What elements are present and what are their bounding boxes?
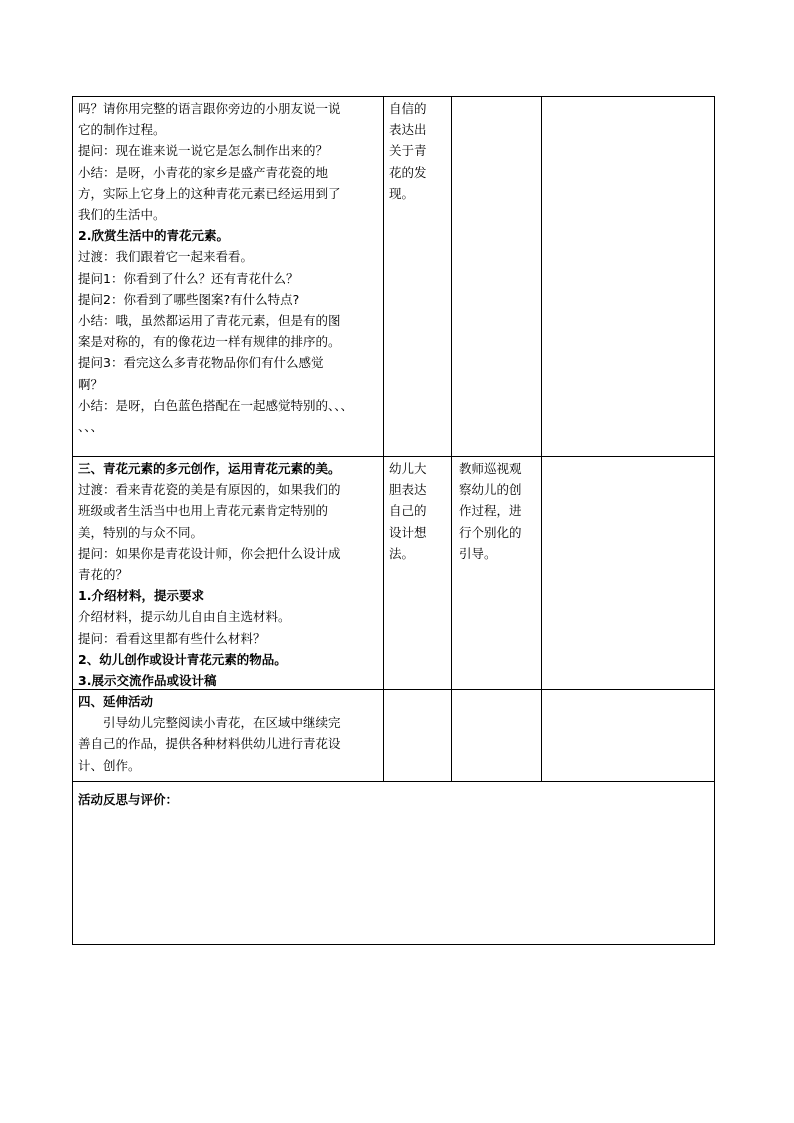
process-line: 提问：看看这里都有些什么材料？ xyxy=(78,630,266,646)
section-heading: 三、青花元素的多元创作，运用青花元素的美。 xyxy=(78,461,341,476)
process-line: 提问2：你看到了哪些图案?有什么特点? xyxy=(78,291,300,307)
reflection-label: 活动反思与评价： xyxy=(78,792,179,807)
child-line: 自己的 xyxy=(389,503,427,519)
teacher-cell-row-2 xyxy=(459,458,522,564)
child-line: 胆表达 xyxy=(389,482,427,498)
child-line: 花的发 xyxy=(389,164,427,180)
process-line: 提问：现在谁来说一说它是怎么制作出来的？ xyxy=(78,143,329,159)
process-line: 班级或者生活当中也用上青花元素肯定特别的 xyxy=(78,503,329,519)
process-line: 方，实际上它身上的这种青花元素已经运用到了 xyxy=(78,185,341,201)
teacher-line: 作过程，进 xyxy=(459,503,522,519)
process-line: 小结：哦，虽然都运用了青花元素，但是有的图 xyxy=(78,313,341,329)
process-line: 介绍材料，提示幼儿自由自主选材料。 xyxy=(78,609,291,625)
column-divider xyxy=(451,96,452,781)
row-divider xyxy=(72,781,715,782)
process-line: 它的制作过程。 xyxy=(78,122,166,138)
process-line: 提问1：你看到了什么？还有青花什么？ xyxy=(78,270,299,286)
process-line: 小结：是呀，白色蓝色搭配在一起感觉特别的、、、 xyxy=(78,397,354,413)
child-cell-row-2 xyxy=(389,458,427,564)
child-line: 幼儿大 xyxy=(389,461,427,476)
row-divider xyxy=(72,456,715,457)
child-line: 设计想 xyxy=(389,524,427,540)
process-line: 计、创作。 xyxy=(78,757,141,773)
child-line: 表达出 xyxy=(389,122,427,138)
column-divider xyxy=(383,96,384,781)
section-heading: 3.展示交流作品或设计稿 xyxy=(78,673,217,689)
teacher-line: 教师巡视观 xyxy=(459,461,522,476)
process-line: 善自己的作品，提供各种材料供幼儿进行青花设 xyxy=(78,736,341,752)
process-line: 过渡：我们跟着它一起来看看。 xyxy=(78,249,254,265)
process-cell-row-1 xyxy=(78,98,353,437)
process-line: 提问3：看完这么多青花物品你们有什么感觉 xyxy=(78,355,324,371)
process-line: 、、、 xyxy=(78,419,104,435)
process-line: 小结：是呀，小青花的家乡是盛产青花瓷的地 xyxy=(78,164,329,180)
process-line: 我们的生活中。 xyxy=(78,207,166,223)
child-line: 法。 xyxy=(389,545,415,561)
process-line: 美，特别的与众不同。 xyxy=(78,524,204,540)
child-line: 自信的 xyxy=(389,101,427,116)
process-cell-row-3 xyxy=(78,691,341,776)
section-heading: 2.欣赏生活中的青花元素。 xyxy=(78,228,229,244)
process-line: 过渡：看来青花瓷的美是有原因的，如果我们的 xyxy=(78,482,341,498)
section-heading: 四、延伸活动 xyxy=(78,694,154,709)
column-divider xyxy=(541,96,542,781)
process-line: 吗？请你用完整的语言跟你旁边的小朋友说一说 xyxy=(78,101,341,116)
process-cell-row-2 xyxy=(78,458,341,691)
section-heading: 2、幼儿创作或设计青花元素的物品。 xyxy=(78,651,287,667)
teacher-line: 察幼儿的创 xyxy=(459,482,522,498)
process-line: 案是对称的，有的像花边一样有规律的排序的。 xyxy=(78,334,341,350)
process-line: 啊？ xyxy=(78,376,104,392)
process-line: 引导幼儿完整阅读小青花，在区域中继续完 xyxy=(103,715,341,731)
child-line: 关于青 xyxy=(389,143,427,159)
child-line: 现。 xyxy=(389,185,415,201)
teacher-line: 引导。 xyxy=(459,545,497,561)
section-heading: 1.介绍材料，提示要求 xyxy=(78,588,204,604)
process-line: 青花的？ xyxy=(78,567,129,583)
child-cell-row-1 xyxy=(389,98,427,204)
teacher-line: 行个别化的 xyxy=(459,524,522,540)
reflection-cell xyxy=(78,789,178,810)
process-line: 提问：如果你是青花设计师，你会把什么设计成 xyxy=(78,545,341,561)
